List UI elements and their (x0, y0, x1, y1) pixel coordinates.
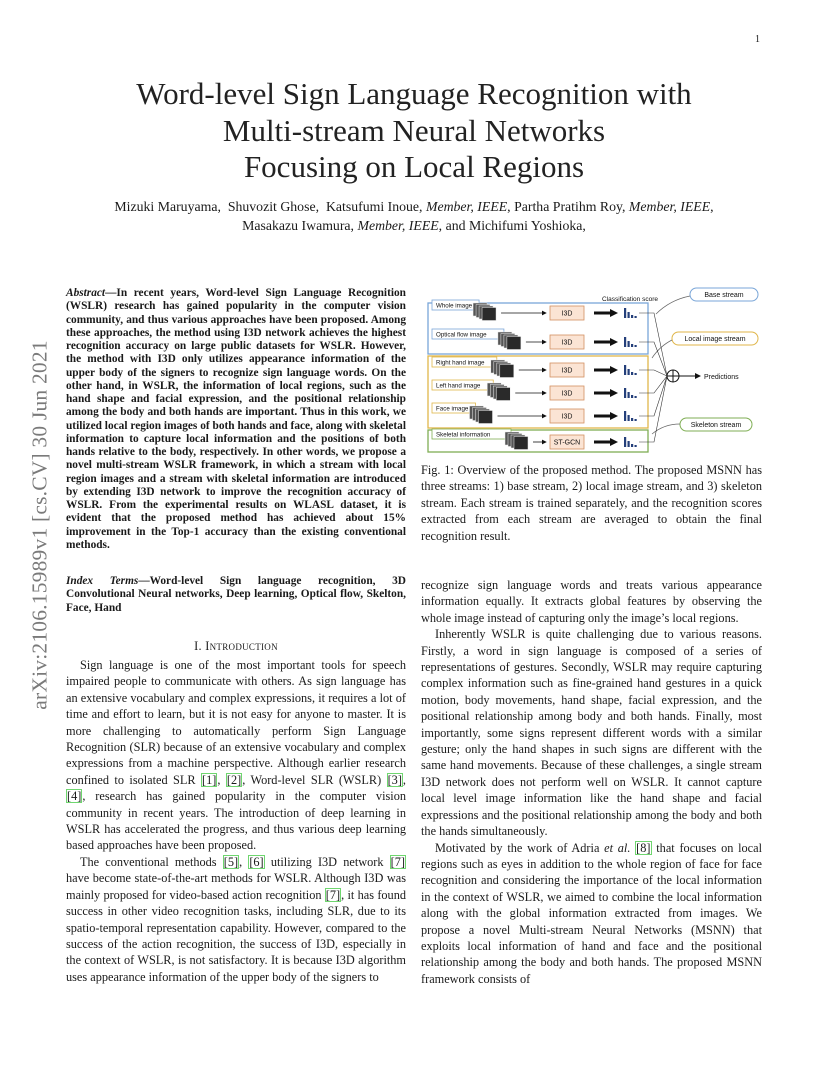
model-label: I3D (561, 390, 573, 398)
stream-row (432, 329, 667, 376)
score-bar (624, 411, 626, 421)
score-bar (628, 392, 630, 398)
intro-p1-text: Sign language is one of the most important tools for speech impaired people to communicate with others. As sign language has an extensive vocabulary and complex expressions, it requires a lot of time and effort to learn, but it is not easy for anyone to master. It is more challenging to automatically perform Sign Language Recognition (SLR) because of an extensive vocabulary and complex expressions from a machine perspective. Although earlier research confined to isolated SLR (66, 658, 406, 787)
author-6: , and Michifumi Yoshioka, (438, 218, 586, 233)
merge-line (639, 342, 667, 376)
stream-row (432, 357, 667, 378)
author-2: Shuvozit Ghose, (227, 199, 320, 214)
input-label: Optical flow image (436, 331, 487, 339)
citation-link[interactable]: [7] (390, 854, 406, 869)
input-label: Skeletal information (436, 431, 491, 439)
score-bar (631, 444, 633, 447)
section-heading (66, 639, 406, 654)
score-bar (635, 373, 637, 375)
title-line-1: Word-level Sign Language Recognition with (136, 76, 692, 111)
page-number: 1 (755, 34, 760, 45)
score-bar (624, 308, 626, 318)
author-3-membership: Member, IEEE (425, 199, 508, 214)
score-bar (624, 437, 626, 447)
author-5-membership: Member, IEEE (357, 218, 439, 233)
predictions-label: Predictions (704, 374, 739, 381)
score-arrowhead (610, 412, 618, 420)
index-terms-label: Index Terms (66, 575, 139, 587)
abstract-label: Abstract (66, 287, 106, 299)
arxiv-stamp-text: arXiv:2106.15989v1 [cs.CV] 30 Jun 2021 (27, 340, 52, 710)
intro-paragraph-1: Sign language is one of the most important tools for speech impaired people to communicate with others. As sign language has an extensive vocabulary and complex expressions, it requires a lot of time and effort to learn, but it is not easy for anyone to master. It is more challenging to automatically perform Sign Language Recognition (SLR) because of an extensive vocabulary and complex expressions from a machine perspective. Although earlier research confined to isolated SLR [1], [2], Word-level SLR (WSLR) [3], [4], research has gained popularity in the computer vision community in recent years. The introduction of deep learning in WSLR has accelerated the progress, and thus various deep learning based approaches have been proposed. (66, 658, 406, 853)
citation-link[interactable]: [4] (67, 789, 82, 804)
et-al: et al. (604, 840, 631, 855)
intro-p2d-text: , it has found success in other video recognition tasks, including SLR, due to its spatio-temporal representation capability. However, compared to the success of the action recognition, the success of I3D, especially in the context of WSLR, is not satisfactory. It is because I3D algorithm uses appearance information of the upper body of the signers to (66, 887, 407, 984)
model-label: I3D (561, 339, 573, 347)
author-1: Mizuki Maruyama, (114, 199, 221, 214)
input-label: Left hand image (436, 382, 481, 390)
input-label: Whole image (436, 302, 473, 310)
score-bar (628, 341, 630, 347)
right-paragraph-0: recognize sign language words and treats various appearance information equally. It extracts global features by observing the whole image instead of capturing only the image’s local regions. (421, 578, 762, 625)
title-line-3: Focusing on Local Regions (243, 149, 585, 184)
citation-link[interactable]: [6] (249, 854, 264, 869)
frame-thumbnail (479, 411, 493, 424)
sum-node (667, 370, 679, 382)
citation-link[interactable]: [2] (226, 772, 242, 787)
intro-paragraph-2: The conventional methods [5], [6] utilizing I3D network [7] have become state-of-the-art methods for WSLR. Although I3D was mainly proposed for video-based action recognition [7], it has found success in other video recognition tasks, including SLR, due to its spatio-temporal representation capability. However, compared to the success of the action recognition, the success of I3D, especially in the context of WSLR, is not satisfactory. It is because I3D algorithm uses appearance information of the upper body of the signers to (66, 854, 407, 984)
intro-p2b-text: utilizing I3D network (270, 854, 384, 869)
local-image-stream-label: Local image stream (684, 336, 746, 343)
base-stream-box (428, 303, 648, 354)
skeleton-stream-callout (652, 418, 752, 434)
frame-thumbnail (496, 388, 510, 401)
score-bar (635, 396, 637, 398)
author-4: , Partha Pratihm Roy, (507, 199, 626, 214)
author-5: Masakazu Iwamura, (242, 218, 354, 233)
local-image-stream-callout (652, 332, 758, 358)
figure-1-diagram (424, 284, 764, 454)
index-terms (66, 575, 406, 615)
frame-thumbnail (514, 437, 528, 450)
score-arrowhead (610, 366, 618, 374)
abstract-text: —In recent years, Word-level Sign Language Recognition (WSLR) research has gained popularity in the computer vision community, and thus various approaches have been proposed. Among these approaches, the method using I3D network achieves the highest recognition accuracy on large public datasets for WSLR. However, the method with I3D only utilizes appearance information of the upper body of the signers to recognize sign language words. On the other hand, in WSLR, the information of local regions, such as the hand shape and facial expression, and the positional relationship among the body and both hands are important. Thus in this work, we utilized local region images of both hands and face, along with skeletal information to capture local information and the positions of both hands relative to the body, respectively. In other words, we propose a novel multi-stream WSLR framework, in which a stream with local region images and a stream with skeletal information are introduced by extending I3D network to improve the recognition accuracy of WSLR. From the experimental results on WLASL dataset, it is evident that the proposed method has achieved about 15% improvement in the Top-1 accuracy than the existing conventional methods. (66, 287, 406, 551)
score-bar (631, 315, 633, 318)
model-label: I3D (561, 310, 573, 318)
right-p2a-text: Motivated by the work of Adria (435, 840, 600, 855)
introduction-body (66, 657, 406, 985)
author-4-end: , (710, 199, 714, 214)
right-column-body (421, 577, 762, 987)
score-bar (628, 441, 630, 447)
score-bar (628, 312, 630, 318)
model-label: I3D (561, 413, 573, 421)
score-bar (631, 344, 633, 347)
score-bar (635, 445, 637, 447)
score-arrowhead (610, 438, 618, 446)
paper-title (60, 76, 768, 186)
merge-line (639, 376, 667, 393)
score-bar (624, 388, 626, 398)
merge-line (639, 376, 667, 442)
score-arrowhead (610, 309, 618, 317)
skeleton-stream-label: Skeleton stream (690, 422, 742, 429)
merge-line (639, 370, 667, 376)
author-4-membership: Member, IEEE (628, 199, 711, 214)
figure-1-caption: Fig. 1: Overview of the proposed method. The proposed MSNN has three streams: 1) base stream, 2) local image stream, and 3) skeleton stream. Each stream is trained separately, and the recognition scores extracted from each stream are averaged to obtain the final recognition result. (421, 463, 762, 543)
model-label: ST-GCN (553, 439, 581, 447)
score-bar (631, 395, 633, 398)
classification-score-label: Classification score (602, 296, 658, 303)
author-list (60, 197, 768, 235)
frame-thumbnail (500, 365, 514, 378)
score-bar (624, 337, 626, 347)
score-bar (631, 418, 633, 421)
right-p2b-text: that focuses on local regions such as eyes in addition to the whole region of face for face recognition and considering the importance of the local information in the context of WSLR, we aimed to combine the local information along with the global information extracted from images. We propose a novel Multi-stream Neural Networks (MSNN) that exploits local information of hand and face and the positional relationship among the body and both hands. The proposed MSNN framework consists of (421, 840, 763, 986)
score-bar (624, 365, 626, 375)
score-arrowhead (610, 389, 618, 397)
frame-thumbnail (482, 308, 496, 321)
citation-link[interactable]: [3] (387, 772, 402, 787)
arxiv-stamp (20, 290, 60, 760)
stream-rows (432, 300, 667, 450)
citation-link[interactable]: [1] (202, 772, 217, 787)
score-bar (628, 369, 630, 375)
score-bar (635, 316, 637, 318)
intro-p2c-text: have become state-of-the-art methods for WSLR. Although I3D was mainly proposed for video-based action recognition (66, 871, 406, 902)
score-bar (631, 372, 633, 375)
merge-line (639, 313, 667, 376)
section-number: I. (194, 639, 202, 653)
right-paragraph-2 (421, 840, 762, 988)
frame-thumbnail (507, 337, 521, 350)
citation-link[interactable]: [5] (223, 854, 239, 869)
score-bar (628, 415, 630, 421)
base-stream-label: Base stream (704, 292, 744, 299)
index-terms-text: —Word-level Sign language recognition, 3D Convolutional Neural networks, Deep learning, Optical flow, Skelton, Face, Hand (66, 575, 406, 614)
title-line-2: Multi-stream Neural Networks (222, 112, 606, 148)
citation-link[interactable]: [8] (636, 840, 651, 855)
right-paragraph-1: Inherently WSLR is quite challenging due to various reasons. Firstly, a word in sign language is composed of a series of representations of gestures. Secondly, WSLR may require capturing complex information such as fine-grained hand gestures in a quick motion, body movements, hand shape, facial expression, and the positional relationship among body and both hands. Finally, most importantly, some signs represent different words with a similar gesture; only the hand shapes in such signs are different with the same hand movements. Because of these challenges, a single stream I3D network does not perform well on WSLR. It cannot capture local level image information like the hand shape and facial expressions and the positional relationship among the body and both the hands simultaneously. (421, 627, 762, 839)
stream-row (432, 376, 667, 401)
intro-p1c-text: , research has gained popularity in the computer vision community in recent years. The introduction of deep learning in WSLR has accelerated the progress, and thus various deep learning based approaches have been proposed. (66, 789, 406, 853)
score-bar (635, 419, 637, 421)
base-stream-callout (656, 288, 758, 314)
intro-p1b-text: , Word-level SLR (WSLR) (242, 772, 382, 787)
input-label: Face image (436, 405, 469, 413)
author-3: Katsufumi Inoue, (325, 199, 423, 214)
abstract (66, 287, 406, 552)
citation-link[interactable]: [7] (325, 887, 341, 902)
score-arrowhead (610, 338, 618, 346)
score-bar (635, 345, 637, 347)
model-label: I3D (561, 367, 573, 375)
intro-p2a-text: The conventional methods (80, 854, 217, 869)
section-title: Introduction (205, 639, 278, 653)
input-label: Right hand image (436, 359, 485, 367)
